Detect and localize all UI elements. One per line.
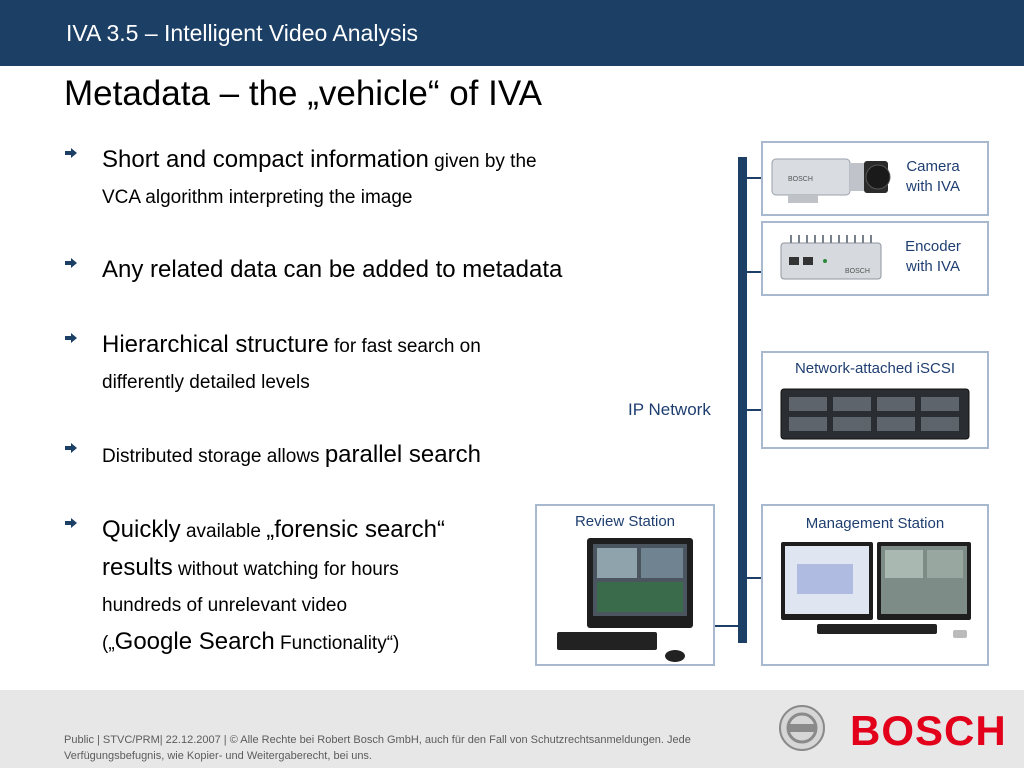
camera-box (761, 141, 989, 216)
encoder-icon (775, 229, 887, 289)
bullet-item (64, 252, 664, 290)
encoder-label: Encoder with IVA (905, 238, 961, 275)
bullet-text: without watching for hours (172, 559, 399, 580)
bullet-item (64, 142, 664, 216)
bullet-item (64, 512, 534, 662)
bullet-text: available (180, 521, 267, 542)
bullet-text: parallel search (324, 441, 481, 468)
bullet-text: Distributed storage allows (102, 446, 325, 467)
bullet-text: Quickly (102, 516, 181, 543)
footer-legal-text: Public | STVC/PRM| 22.12.2007 | © Alle Rechte bei Robert Bosch GmbH, auch für den Fall von Schutzrechtsanmeldungen. Jede Verfügungsbefugnis, wie Kopier- und Weitergaberecht, bei uns. (64, 734, 691, 762)
bullet-text: for fast search on (328, 336, 481, 357)
bullet-text: hundreds of unrelevant video (102, 595, 348, 616)
camera-icon (768, 149, 896, 211)
bullet-text: („ (102, 633, 115, 654)
bosch-logo: BOSCH (850, 707, 1007, 754)
arrow-right-icon (64, 516, 78, 530)
connector-line (747, 271, 762, 273)
bullet-text: Hierarchical structure (102, 331, 329, 358)
header-title: IVA 3.5 – Intelligent Video Analysis (66, 20, 419, 46)
arrow-right-icon (64, 331, 78, 345)
review-station-icon (553, 536, 699, 664)
bullet-text: results (102, 554, 173, 581)
encoder-box (761, 221, 989, 296)
management-station-box (761, 504, 989, 666)
storage-icon (779, 385, 971, 445)
svg-text:BOSCH: BOSCH (788, 176, 813, 183)
connector-line (747, 177, 762, 179)
bullet-item (64, 437, 664, 475)
connector-line (747, 409, 762, 411)
iscsi-label: Network-attached iSCSI (794, 360, 956, 377)
bullet-text: Google Search (114, 628, 275, 655)
connector-line (714, 625, 738, 627)
bullet-item (64, 327, 664, 401)
review-station-box (535, 504, 715, 666)
bullet-text: differently detailed levels (102, 372, 310, 393)
bullet-text: VCA algorithm interpreting the image (102, 187, 413, 208)
arrow-right-icon (64, 146, 78, 160)
bullet-text: Any related data can be added to metadata (102, 256, 563, 283)
svg-text:BOSCH: BOSCH (845, 268, 870, 275)
header-bar (0, 0, 1024, 66)
bullet-text: „forensic search“ (266, 516, 445, 543)
slide-title: Metadata – the „vehicle“ of IVA (64, 74, 542, 113)
connector-line (747, 577, 762, 579)
review-station-label: Review Station (574, 513, 676, 530)
camera-label: Camera with IVA (906, 158, 960, 195)
management-station-label: Management Station (805, 515, 945, 532)
bullet-text: Short and compact information (102, 146, 429, 173)
iscsi-box (761, 351, 989, 449)
arrow-right-icon (64, 256, 78, 270)
ip-network-bus (738, 157, 747, 643)
bosch-emblem-icon (778, 704, 826, 752)
arrow-right-icon (64, 441, 78, 455)
bullet-text: given by the (428, 151, 537, 172)
bullet-text: Functionality“) (274, 633, 400, 654)
ip-network-label: IP Network (628, 400, 711, 419)
management-station-icon (777, 540, 977, 652)
